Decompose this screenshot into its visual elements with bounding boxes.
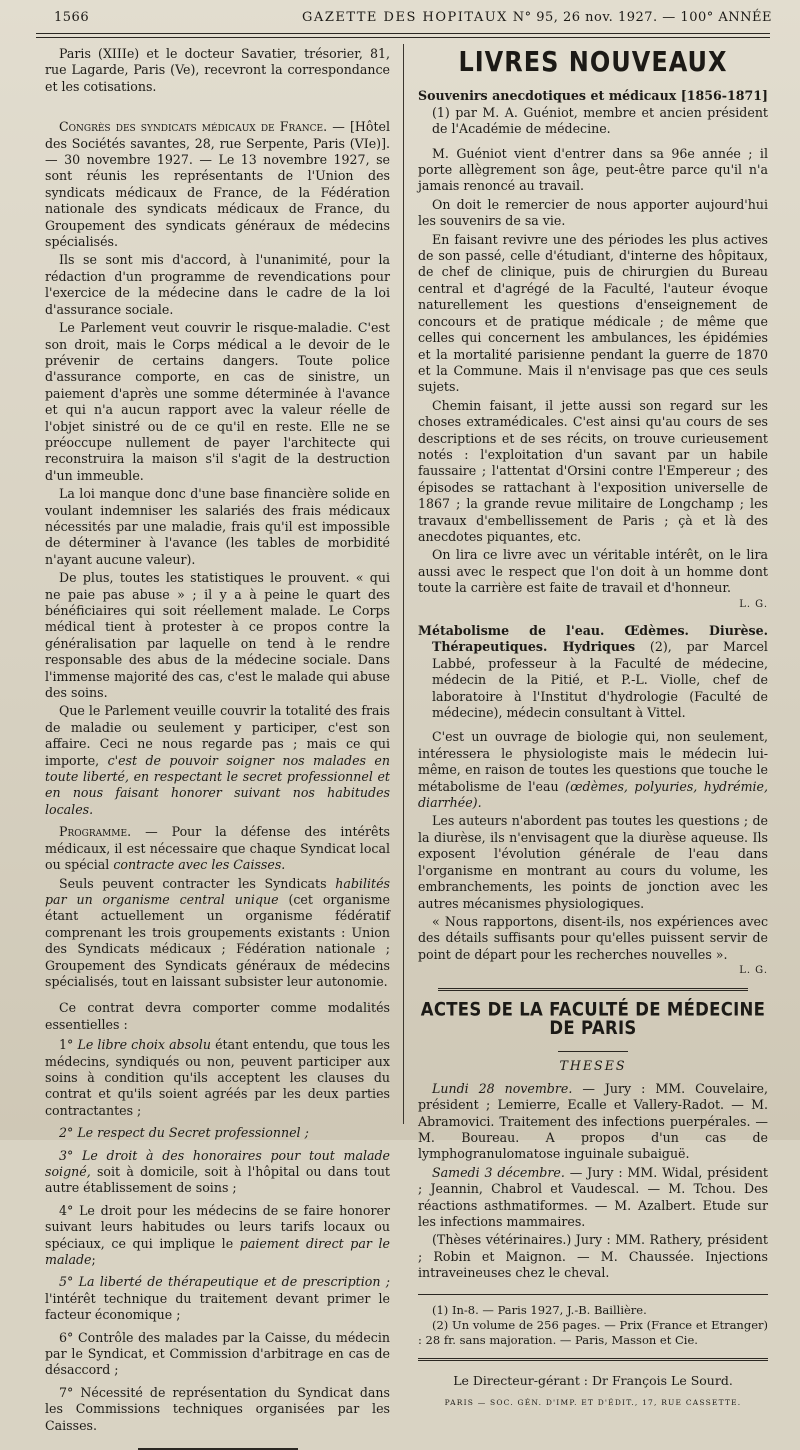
page-number: 1566 [54,10,90,25]
journal-title: GAZETTE DES HOPITAUX [302,10,508,25]
header-rule-secondary [36,37,770,38]
italic-run: Le libre choix absolu [77,1037,211,1053]
list-item [45,1148,390,1197]
text-run: soit à domicile, soit à l'hôpital ou dans tout autre établissement de soins ; [45,1164,390,1196]
paragraph: M. Guéniot vient d'entrer dans sa 96e année ; il porte allègrement son âge, peut-être parce qu'il n'a jamais renoncé au travail. [418,145,768,194]
paragraph [45,703,390,818]
italic-run: habilités par un organisme central unique [45,875,390,907]
paragraph: Chemin faisant, il jette aussi son regard sur les choses extramédicales. C'est ainsi qu'au cours de ses descriptions et de ses récits, on trouve curieusement notés : l'exploitation d'un savant par un habile faussaire ; l'attentat d'Orsini contre l'Empereur ; des épisodes se rattachant à l'exposition universelle de 1867 ; la grande revue militaire de Longchamp ; les travaux d'embellissement de Paris ; çà et là des anecdotes piquantes, etc. [418,397,768,544]
section-title: LIVRES NOUVEAUX [458,45,728,79]
italic-run: 5° La liberté de thérapeutique et de prescription ; [59,1274,390,1290]
list-item [45,1037,390,1119]
paragraph: Le Parlement veut couvrir le risque-maladie. C'est son droit, mais le Corps médical a le devoir de le prévenir de certains dangers. Toute police d'assurance comporte, en cas de sinistre, un paiement d'après une somme déterminée à l'avance et qui n'a aucun rapport avec la valeur réelle de l'objet sinistré ou de ce qu'il en reste. Elle ne se préoccupe nullement de payer l'architecte qui reconstruira la maison s'il s'agit de la destruction d'un immeuble. [45,320,390,483]
text-run: — Pour la défense des intérêts médicaux, il est nécessaire que chaque Syndicat local ou spécial [45,824,390,873]
footer-separator [418,1358,768,1361]
list-item [45,1274,390,1323]
spacer [418,613,768,623]
paragraph: On doit le remercier de nous apporter aujourd'hui les souvenirs de sa vie. [418,196,768,229]
section-separator [438,988,748,991]
list-item [45,1125,390,1141]
spacer [45,97,390,119]
book-title: Métabolisme de l'eau. Œdèmes. Diurèse. Thérapeutiques. Hydriques [418,623,768,655]
italic-run: 3° Le droit à des honoraires pour tout malade soigné, [45,1147,390,1179]
paragraph [418,729,768,811]
paragraph: Ils se sont mis d'accord, à l'unanimité, pour la rédaction d'un programme de revendications pour l'exercice de la médecine dans le cadre de la loi d'assurance sociale. [45,252,390,317]
book-title: Souvenirs anecdotiques et médicaux [1856-1871] [418,88,768,104]
thesis-date: Lundi 28 novembre. [432,1080,573,1096]
book-heading [418,88,768,137]
list-item: 7° Nécessité de représentation du Syndicat dans les Commissions techniques organisées par les Caisses. [45,1384,390,1433]
list-item: 6° Contrôle des malades par la Caisse, du médecin par le Syndicat, et Commission d'arbitrage en cas de désaccord ; [45,1329,390,1378]
thesis-text: — Jury : MM. Couvelaire, président ; Lemierre, Ecalle et Vallery-Radot. — M. Abramovici. Traitement des infections puerpérales. — M. Boureau. A propos d'un cas de lymphogranulomatose inguinale subaiguë. [418,1080,769,1162]
issue-info: N° 95, 26 nov. 1927. — 100° ANNÉE [512,10,772,25]
footnote-ref: (1) [432,104,450,120]
paragraph: On lira ce livre avec un véritable intérêt, on le lira aussi avec le respect que l'on doit à un homme dont toute la carrière est faite de travail et d'honneur. [418,547,768,596]
review-signature: L. G. [739,965,768,977]
spacer [45,992,390,1000]
book-author: par Marcel Labbé, professeur à la Faculté de médecine, médecin de la Pitié, et P.-L. Violle, chef de laboratoire à l'Institut d'hydrologie (Faculté de médecine), médecin consultant à Vittel. [432,639,768,721]
text-run: ; [91,1252,96,1268]
paragraph: De plus, toutes les statistiques le prouvent. « qui ne paie pas abuse » ; il y a à peine le quart des bénéficiaires qui soit réellement malade. Le Corps médical tient à protester à ce propos contre la généralisation par laquelle on tend à le rendre responsable des abus de la médecine sociale. Dans l'immense majorité des cas, c'est le malade qui abuse des soins. [45,570,390,701]
column-divider [403,44,404,1124]
right-column [418,46,768,1411]
italic-run: (œdèmes, polyuries, hydrémie, diarrhée). [418,778,768,811]
thesis-text: — Jury : MM. Widal, président ; Jeannin, Chabrol et Vaudescal. — M. Tchou. Des réactions asthmatiformes. — M. Azalbert. Etude sur les infections mammaires. [418,1164,768,1229]
list-item [45,1203,390,1269]
text-run: (cet organisme étant actuellement un organisme fédératif comprenant les trois groupements existants : Union des Syndicats médicaux ; Fédération nationale ; Groupement des Syndicats généraux de médecins spécialisés, tout en laissant subsister leur autonomie. [45,891,390,989]
header-rule [36,33,770,34]
paragraph [45,876,390,991]
paragraph: Les auteurs n'abordent pas toutes les questions ; de la diurèse, ils n'envisagent que la diurèse aqueuse. Ils exposent l'évolution générale de l'eau dans l'organisme en montrant au cours du volume, les embranchements, les points de jonction avec les autres mécanismes physiologiques. [418,813,768,911]
programme-paragraph [45,824,390,873]
text-run: l'intérêt technique du traitement devant primer le facteur économique ; [45,1290,390,1323]
running-header [30,10,780,32]
printer-imprint: PARIS — SOC. GÉN. D'IMP. ET D'ÉDIT., 17, RUE CASSETTE. [444,1398,742,1408]
book-heading [418,623,768,721]
footnote-rule [418,1294,768,1295]
italic-run: 2° Le respect du Secret professionnel ; [59,1125,309,1141]
footnote-ref: (2), [649,639,672,655]
book-author: par M. A. Guéniot, membre et ancien président de l'Académie de médecine. [432,104,768,137]
text-run: Que le Parlement veuille couvrir la totalité des frais de maladie ou seulement y participer, c'est son affaire. Ceci ne nous regarde pas ; mais ce qui importe, [45,703,390,768]
paragraph: Ce contrat devra comporter comme modalités essentielles : [45,1000,390,1032]
acts-title: ACTES DE LA FACULTÉ DE MÉDECINE DE PARIS [420,997,766,1039]
paragraph: « Nous rapportons, disent-ils, nos expériences avec des détails suffisants pour qu'elles puissent servir de point de départ pour les recherches nouvelles ». [418,913,768,962]
text-run: 4° Le droit pour les médecins de se faire honorer suivant leurs habitudes ou leurs tarifs locaux ou spéciaux, ce qui implique le [45,1202,390,1251]
thesis-entry [418,1081,768,1163]
text-run: C'est un ouvrage de biologie qui, non seulement, intéressera le physiologiste mais le médecin lui-même, en raison de toutes les questions que touche le métabolisme de l'eau [418,729,768,794]
paragraph: En faisant revivre une des périodes les plus actives de son passé, celle d'étudiant, d'interne des hôpitaux, de chef de clinique, puis de chirurgien du Bureau central et d'agrégé de la Faculté, l'auteur évoque naturellement les questions d'enseignement de concours et de pratique médicale ; de même que celles qui concernent les ambulances, les épidémies et la mortalité parisienne pendant la guerre de 1870 et la Commune. Mais il n'envisage pas que ces seuls sujets. [418,231,768,395]
footnote: (2) Un volume de 256 pages. — Prix (France et Etranger) : 28 fr. sans majoration. — Paris, Masson et Cie. [418,1317,768,1347]
item-number: 1° [59,1037,74,1053]
paragraph: Paris (XIIIe) et le docteur Savatier, trésorier, 81, rue Lagarde, Paris (Ve), recevront la correspondance et les cotisations. [45,46,390,94]
congress-text: — [Hôtel des Sociétés savantes, 28, rue Serpente, Paris (VIe)]. — 30 novembre 1927. — Le 13 novembre 1927, se sont réunis les représentants de l'Union des syndicats médicaux de France, de la Fédération nationale des syndicats médicaux de France, du Groupement des syndicats généraux de médecins spécialisés. [45,119,390,250]
italic-run: c'est de pouvoir soigner nos malades en toute liberté, en respectant le secret professionnel et en nous faisant honorer suivant nos habitudes locales. [45,752,390,817]
left-column [45,46,390,1450]
thesis-entry: (Thèses vétérinaires.) Jury : MM. Rathery, président ; Robin et Maignon. — M. Chaussée. Injections intraveineuses chez le cheval. [418,1232,768,1281]
text-run: Seuls peuvent contracter les Syndicats [59,875,327,891]
manager-line: Le Directeur-gérant : Dr François Le Sourd. [453,1372,733,1388]
review-signature: L. G. [739,598,768,610]
theses-rule [558,1051,628,1052]
thesis-date: Samedi 3 décembre. [432,1164,565,1180]
theses-label: THESES [559,1058,627,1074]
italic-run: paiement direct par le malade [45,1235,390,1268]
italic-run: contracte avec les Caisses. [113,857,286,873]
paragraph: La loi manque donc d'une base financière solide en voulant indemniser les salariés des frais médicaux nécessités par une maladie, frais qu'il est impossible de déterminer à l'avance (les tables de morbidité n'ayant aucune valeur). [45,486,390,567]
text-run: étant entendu, que tous les médecins, syndiqués ou non, peuvent participer aux soins à condition qu'ils acceptent les clauses du contrat et qu'ils soient agréés par les deux parties contractantes ; [45,1037,391,1118]
thesis-entry [418,1165,768,1231]
programme-title: Programme. [59,824,132,840]
footnote: (1) In-8. — Paris 1927, J.-B. Baillière. [432,1302,647,1317]
congress-paragraph [45,119,390,250]
congress-title: Congrès des syndicats médicaux de France. [59,119,328,135]
